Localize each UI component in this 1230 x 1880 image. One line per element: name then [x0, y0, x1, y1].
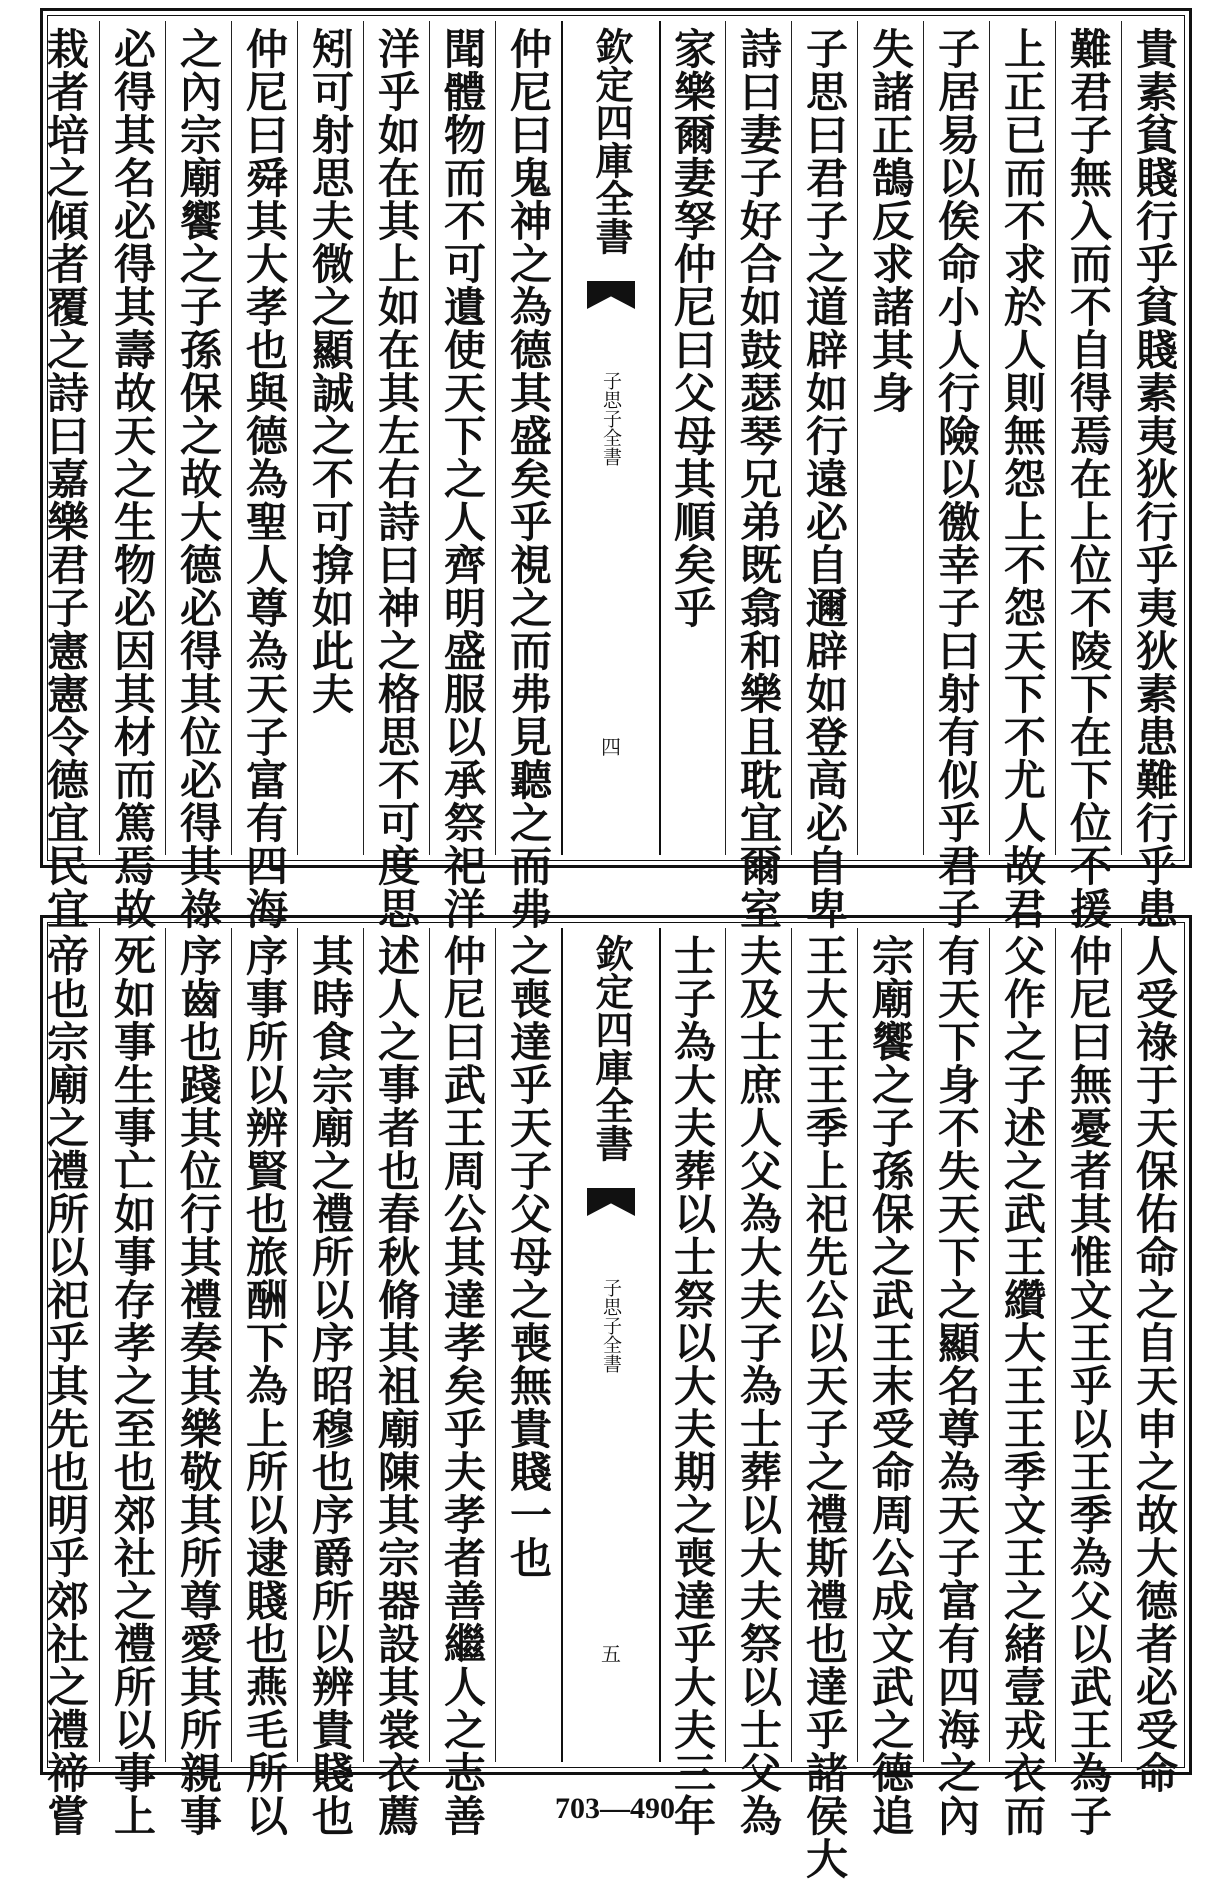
column-text: 士子為大夫葬以士祭以大夫期之喪達乎大夫三年 — [668, 934, 717, 1837]
text-column — [659, 928, 724, 1837]
column-text: 詩曰妻子好合如鼓瑟琴兄弟既翕和樂且耽宜爾室 — [734, 27, 783, 930]
text-column — [923, 21, 988, 930]
library-title: 欽定四庫全書 — [589, 934, 634, 1162]
column-text: 帝也宗廟之禮所以祀乎其先也明乎郊社之禮禘嘗 — [41, 934, 90, 1837]
text-column — [297, 928, 362, 1837]
text-column — [99, 21, 164, 930]
column-text: 矧可射思夫微之顯誠之不可揜如此夫 — [306, 27, 355, 715]
column-text: 仲尼曰武王周公其達孝矣乎夫孝者善繼人之志善 — [438, 934, 487, 1837]
text-column — [495, 21, 560, 930]
top-page — [40, 8, 1192, 930]
fish-tail-mark-icon — [587, 281, 635, 309]
column-text: 序齒也踐其位行其禮奏其樂敬其所尊愛其所親事 — [174, 934, 223, 1837]
column-text: 子思曰君子之道辟如行遠必自邇辟如登高必自卑 — [800, 27, 849, 930]
column-text: 王大王王季上祀先公以天子之禮斯禮也達乎諸侯大 — [800, 934, 849, 1880]
column-text: 貴素貧賤行乎貧賤素夷狄行乎夷狄素患難行乎患 — [1130, 27, 1179, 930]
center-fold — [561, 21, 661, 855]
column-text: 仲尼曰無憂者其惟文王乎以王季為父以武王為子 — [1064, 934, 1113, 1837]
column-text: 聞體物而不可遺使天下之人齊明盛服以承祭祀洋 — [438, 27, 487, 930]
column-text: 之內宗廟饗之子孫保之故大德必得其位必得其祿 — [174, 27, 223, 930]
text-column — [659, 21, 724, 855]
column-text: 家樂爾妻孥仲尼曰父母其順矣乎 — [668, 27, 717, 629]
text-column — [165, 928, 230, 1837]
text-column — [429, 21, 494, 930]
column-text: 宗廟饗之子孫保之武王末受命周公成文武之德追 — [866, 934, 915, 1837]
column-text: 栽者培之傾者覆之詩曰嘉樂君子憲憲令德宜民宜 — [41, 27, 90, 930]
column-text: 人受祿于天保佑命之自天申之故大德者必受命 — [1130, 934, 1179, 1794]
text-column — [297, 21, 362, 855]
text-column — [33, 928, 97, 1837]
column-text: 其時食宗廟之禮所以序昭穆也序爵所以辨貴賤也 — [306, 934, 355, 1837]
text-column — [363, 928, 428, 1837]
text-column — [791, 928, 856, 1880]
column-text: 之喪達乎天子父母之喪無貴賤一也 — [504, 934, 553, 1579]
column-text: 難君子無入而不自得焉在上位不陵下在下位不援 — [1064, 27, 1113, 930]
text-column — [857, 928, 922, 1837]
library-title: 欽定四庫全書 — [589, 27, 634, 255]
text-column — [1121, 21, 1186, 930]
column-text: 序事所以辨賢也旅酬下為上所以逮賤也燕毛所以 — [240, 934, 289, 1837]
fish-tail-mark-icon — [587, 1188, 635, 1216]
column-text: 夫及士庶人父為大夫子為士葬以大夫祭以士父為 — [734, 934, 783, 1837]
column-text: 仲尼曰鬼神之為德其盛矣乎視之而弗見聽之而弗 — [504, 27, 553, 930]
text-column — [1055, 928, 1120, 1837]
column-text: 仲尼曰舜其大孝也與德為聖人尊為天子富有四海 — [240, 27, 289, 930]
column-text: 失諸正鵠反求諸其身 — [866, 27, 915, 414]
text-column — [1121, 928, 1186, 1794]
column-text: 上正已而不求於人則無怨上不怨天下不尤人故君 — [998, 27, 1047, 930]
column-text: 述人之事者也春秋脩其祖廟陳其宗器設其裳衣薦 — [372, 934, 421, 1837]
text-column — [165, 21, 230, 930]
book-title: 子思子全書 — [600, 371, 622, 466]
text-column — [33, 21, 97, 930]
text-column — [495, 928, 560, 1762]
text-column — [429, 928, 494, 1837]
column-text: 洋乎如在其上如在其左右詩曰神之格思不可度思 — [372, 27, 421, 930]
page-number: 四 — [601, 735, 621, 759]
text-column — [363, 21, 428, 930]
book-title: 子思子全書 — [600, 1278, 622, 1373]
column-text: 死如事生事亡如事存孝之至也郊社之禮所以事上 — [108, 934, 157, 1837]
text-column — [231, 21, 296, 930]
text-column — [1055, 21, 1120, 930]
column-text: 必得其名必得其壽故天之生物必因其材而篤焉故 — [108, 27, 157, 930]
page-number: 五 — [601, 1642, 621, 1666]
top-columns — [41, 21, 1179, 930]
page-footer-code: 703—490 — [555, 1792, 675, 1825]
column-text: 有天下身不失天下之顯名尊為天子富有四海之內 — [932, 934, 981, 1837]
text-column — [99, 928, 164, 1837]
text-column — [989, 928, 1054, 1837]
column-text: 子居易以俟命小人行險以徼幸子曰射有似乎君子 — [932, 27, 981, 930]
column-text: 父作之子述之武王纘大王王季文王之緒壹戎衣而 — [998, 934, 1047, 1837]
text-column — [857, 21, 922, 855]
text-column — [989, 21, 1054, 930]
text-column — [791, 21, 856, 930]
center-fold — [561, 928, 661, 1762]
text-column — [923, 928, 988, 1837]
text-column — [725, 928, 790, 1837]
text-column — [725, 21, 790, 930]
text-column — [231, 928, 296, 1837]
